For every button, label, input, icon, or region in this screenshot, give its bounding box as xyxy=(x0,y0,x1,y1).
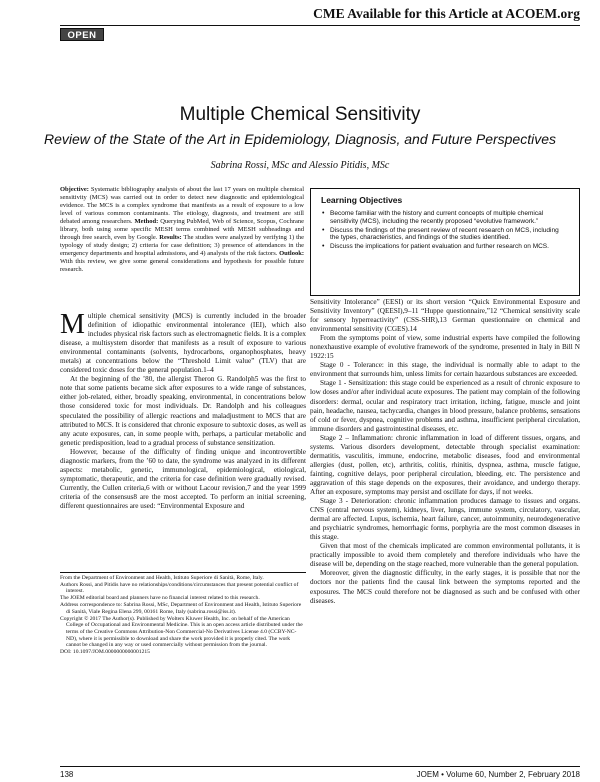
learning-objective-item: • Discuss the findings of the present review of recent research on MCS, including the types, characteristics, and findings of the studies identified. xyxy=(321,227,569,243)
footnote-rule xyxy=(60,572,306,573)
open-access-badge: OPEN xyxy=(60,28,104,41)
learning-objective-item: • Become familiar with the history and current concepts of multiple chemical sensitivity (MCS), including the recently proposed “evolutive framework.” xyxy=(321,210,569,226)
article-authors: Sabrina Rossi, MSc and Alessio Pitidis, MSc xyxy=(210,160,390,171)
abstract-results-label: Results: xyxy=(159,233,182,241)
cme-banner: CME Available for this Article at ACOEM.org xyxy=(313,6,580,21)
body-column-right xyxy=(310,298,580,606)
author-note: From the Department of Environment and Health, Istituto Superiore di Sanità, Rome, Italy. xyxy=(60,575,264,581)
abstract-outlook-label: Outlook: xyxy=(279,249,305,257)
learning-objectives-box xyxy=(310,188,580,296)
abstract-objective-label: Objective: xyxy=(60,186,89,193)
article-subtitle: Review of the State of the Art in Epidemiology, Diagnosis, and Future Perspectives xyxy=(43,131,557,147)
body-paragraph: ultiple chemical sensitivity (MCS) is currently included in the broader definition of idiopathic environmental intolerance (IEI), which also includes physical risk factors such as electromagnetic fields. It is a complex disease, a multisystem disorder that manifests as a result of exposure to various environmental contaminants (solvents, hydrocarbons, organophosphates, heavy metals) at concentrations below the “Threshold Limit value” (TLV) that are considered toxic doses for the general population.1–4 xyxy=(60,312,306,375)
author-notes xyxy=(60,575,306,656)
header-rule xyxy=(60,25,580,26)
body-column-left xyxy=(60,309,306,511)
journal-citation: JOEM • Volume 60, Number 2, February 2018 xyxy=(416,770,580,779)
abstract-objective: Systematic bibliography analysis of about the last 17 years on multiple chemical sensitivity (MCS) was carried out in order to detect new diagnostic and epidemiological evidence. The MCS is a complex syndrome that manifests as a result of exposure to a low level of various common contaminants. The etiology, diagnosis, and treatment are still debated among researchers. xyxy=(60,186,305,225)
page-number: 138 xyxy=(60,770,74,779)
body-paragraph: From the symptoms point of view, some industrial experts have compiled the following nonexhaustive example of evolutive framework of the syndrome, presented in Italy in Bill N 1922:15 xyxy=(310,334,580,361)
abstract-method: Querying PubMed, Web of Science, Scopus, Cochrane library, both using some specific MESH terms combined with MESH subheadings and through free search, even by Google. xyxy=(60,217,305,241)
footer-rule xyxy=(60,766,580,767)
body-paragraph: At the beginning of the ’80, the allergist Theron G. Randolph5 was the first to note that some patients became sick after exposures to a wide range of substances, either job-related, either, broadly speaking, environmental, in concentrations below those considered toxic for most individuals. Dr. Randolph and his colleagues speculated the possibility of allergic reactions and maladjustment to MCS that are attributed to MCS. It is considered that chronic exposure to subtoxic doses, as well as any acute exposures, can, in some people with, perhaps, a particular metabolic and genetic predisposition, lead to a gradual process of substance sensitization. xyxy=(60,375,306,447)
body-paragraph: Stage 3 - Deterioration: chronic inflammation produces damage to tissues and organs. CNS (central nervous system), kidneys, liver, lungs, immune system, circulatory, vascular, dermal are affected. Lupus, ischemia, heart failure, cancer, autoimmunity, neurodegenerative and psychiatric syndromes, hemorrhagic forms, porphyria are the most common diseases in this stage. xyxy=(310,497,580,542)
body-paragraph: Moreover, given the diagnostic difficulty, in the early stages, it is possible that nor the doctors nor the patients find the causal link between the symptoms reported and the exposures. The MCS could therefore not be diagnosed as such and be confused with other diseases. xyxy=(310,569,580,605)
drop-cap: M xyxy=(60,309,85,340)
learning-objectives-list xyxy=(321,210,569,251)
author-note-doi: DOI: 10.1097/JOM.0000000000001215 xyxy=(60,649,150,656)
author-note: Authors Rossi, and Pitidis have no relationships/conditions/circumstances that present potential conflict of interest. xyxy=(60,581,299,595)
learning-objective-item: • Discuss the implications for patient evaluation and further research on MCS. xyxy=(321,243,569,251)
abstract-results: The studies were analyzed by verifying 1) the typology of study design; 2) criteria for case definition; 3) presence of attendances in the emergency departments and hospital admissions, and 4) analysis of the risk factors. xyxy=(60,233,305,257)
body-paragraph: Given that most of the chemicals implicated are common environmental pollutants, it is practically impossible to avoid them completely and therefore individuals who have the disease will be, depending on the stage reached, more vulnerable than the general population. xyxy=(310,542,580,569)
abstract xyxy=(60,186,304,273)
author-note: Address correspondence to: Sabrina Rossi, MSc, Department of Environment and Health, Istituto Superiore di Sanità, Viale Regina Elena 299, 00161 Rome, Italy (sabrina.rossi@iss.it). xyxy=(60,602,302,615)
body-paragraph: Stage 0 - Tolerance: in this stage, the individual is normally able to adapt to the environment that surrounds him, unless limits for certain hazardous substances are exceeded. xyxy=(310,361,580,379)
body-paragraph: Stage 1 - Sensitization: this stage could be experienced as a result of chronic exposure to low doses and/or after individual acute exposures. The patient may complain of the following disorders: dermal, ocular and respiratory tract irritation, itching, fatigue, muscle and joint pain, headache, nausea, tachycardia, changes in blood pressure, balance problems, sensations of cold or fever, dyspnea, cognitive problems and asthma, insufficient peripheral circulation, immune disorders and gastrointestinal diseases, etc. xyxy=(310,379,580,433)
body-paragraph: Sensitivity Intolerance” (EESI) or its short version “Quick Environmental Exposure and Sensitivity Inventory” (QEESI),9–11 “Huppe questionnaire,”12 “Chemical sensitivity scale for sensory hyperreactivity” (CSS-SHR),13 German questionnaire on chemical and environmental sensitivity (CGES).14 xyxy=(310,298,580,334)
body-paragraph: Stage 2 – Inflammation: chronic inflammation in load of different tissues, organs, and systems. Various disorders development, detectable through specialist examination: dermatitis, vasculitis, immune, endocrine, metabolic diseases, food and environmental allergies (dust, pollen, etc), arthritis, colitis, rhinitis, dyspnea, asthma, muscle fatigue, fainting, cognitive delays, poor peripheral circulation, bleeding, etc. The persistence and aggravation of this stage depends on the exposures, their avoidance, and undergo therapy. After an exposure, symptoms may persist and oscillate for days, if not weeks. xyxy=(310,433,580,496)
body-paragraph: However, because of the difficulty of finding unique and incontrovertible diagnostic markers, from the ’60 to date, the syndrome was analyzed in its different aspects: metabolic, genetic, immunological, epidemiological, etiological, symptomatic, therapeutic, and the criteria for case definition were gradually revised. Currently, the Cullen criteria,6 with or without Lacour revision,7 and the year 1999 criteria of the consensus8 are the most accepted. To perform an initial screening, different questionnaires are used: “Environmental Exposure and xyxy=(60,447,306,510)
author-note: The JOEM editorial board and planners have no financial interest related to this research. xyxy=(60,595,260,602)
learning-objectives-title: Learning Objectives xyxy=(321,195,403,205)
abstract-outlook: With this review, we give some general considerations and hypothesis for possible future research. xyxy=(60,257,304,273)
abstract-method-label: Method: xyxy=(134,217,159,225)
article-title: Multiple Chemical Sensitivity xyxy=(179,104,421,125)
author-note: Copyright © 2017 The Author(s). Published by Wolters Kluwer Health, Inc. on behalf of the American College of Occupational and Environmental Medicine. This is an open access article distributed under the terms of the Creative Commons Attribution-Non Commercial-No Derivatives License 4.0 (CCBY-NC-ND), where it is permissible to download and share the work provided it is properly cited. The work cannot be changed in any way or used commercially without permission from the journal. xyxy=(60,615,303,649)
